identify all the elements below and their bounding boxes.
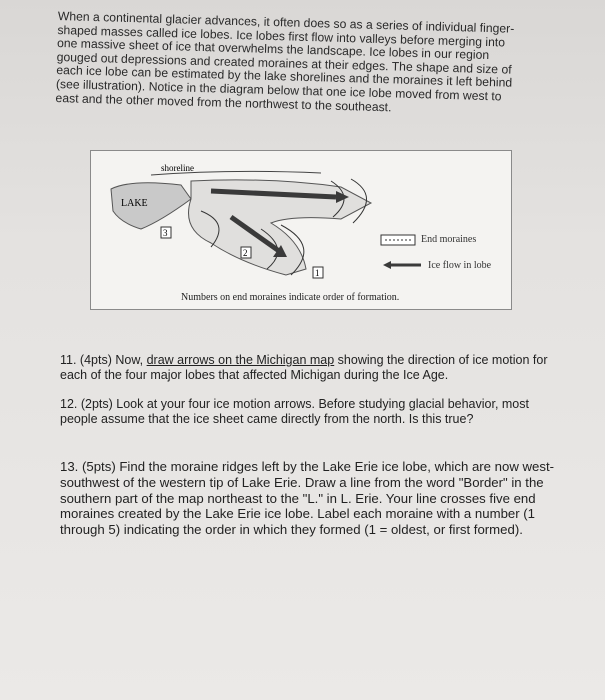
- legend-ice-flow-label: Ice flow in lobe: [428, 260, 492, 271]
- lake-label: LAKE: [121, 198, 148, 209]
- figure-caption: Numbers on end moraines indicate order of formation.: [181, 292, 400, 303]
- ice-lobe-diagram: [90, 150, 512, 310]
- order-label-2: 2: [243, 248, 248, 258]
- question-11-prefix: 11. (4pts) Now,: [60, 353, 147, 367]
- order-label-1: 1: [315, 268, 320, 278]
- question-11: [60, 353, 560, 383]
- order-label-3: 3: [163, 228, 168, 238]
- question-12: 12. (2pts) Look at your four ice motion arrows. Before studying glacial behavior, most people assume that the ice sheet came directly from the north. Is this true?: [60, 397, 529, 426]
- legend-ice-flow: [428, 260, 491, 271]
- intro-paragraph: When a continental glacier advances, it often does so as a series of individual finger-shaped masses called ice lobes. Ice lobes first flow into valleys before merging into one massive sheet of ice that overwhelms the landscape. Ice lobes in our region gouged out depressions and created moraines at their edges. The shape and size of each ice lobe can be estimated by the lake shorelines and the moraines it left behind (see illustration). Notice in the diagram below that one ice lobe moved from west to east and the other moved from the northwest to the southeast.: [55, 9, 515, 114]
- legend-moraines-label: End moraines: [421, 234, 477, 245]
- ice-lobe-illustration: [91, 151, 511, 309]
- question-11-suffix: showing the direction of ice motion for each of the four major lobes that affected Michigan during the Ice Age.: [60, 353, 548, 382]
- question-13: 13. (5pts) Find the moraine ridges left by the Lake Erie ice lobe, which are now west-southwest of the western tip of Lake Erie. Draw a line from the word "Border" in the southern part of the map northeast to the "L." in L. Erie. Your line crosses five end moraines created by the Lake Erie ice lobe. Label each moraine with a number (1 through 5) indicating the order in which they formed (1 = oldest, or first formed).: [60, 459, 555, 538]
- ice-flow-legend-arrowhead: [383, 261, 391, 269]
- shoreline-label: shoreline: [161, 163, 194, 173]
- question-11-underlined: draw arrows on the Michigan map: [146, 353, 335, 367]
- legend-moraines: [421, 234, 476, 245]
